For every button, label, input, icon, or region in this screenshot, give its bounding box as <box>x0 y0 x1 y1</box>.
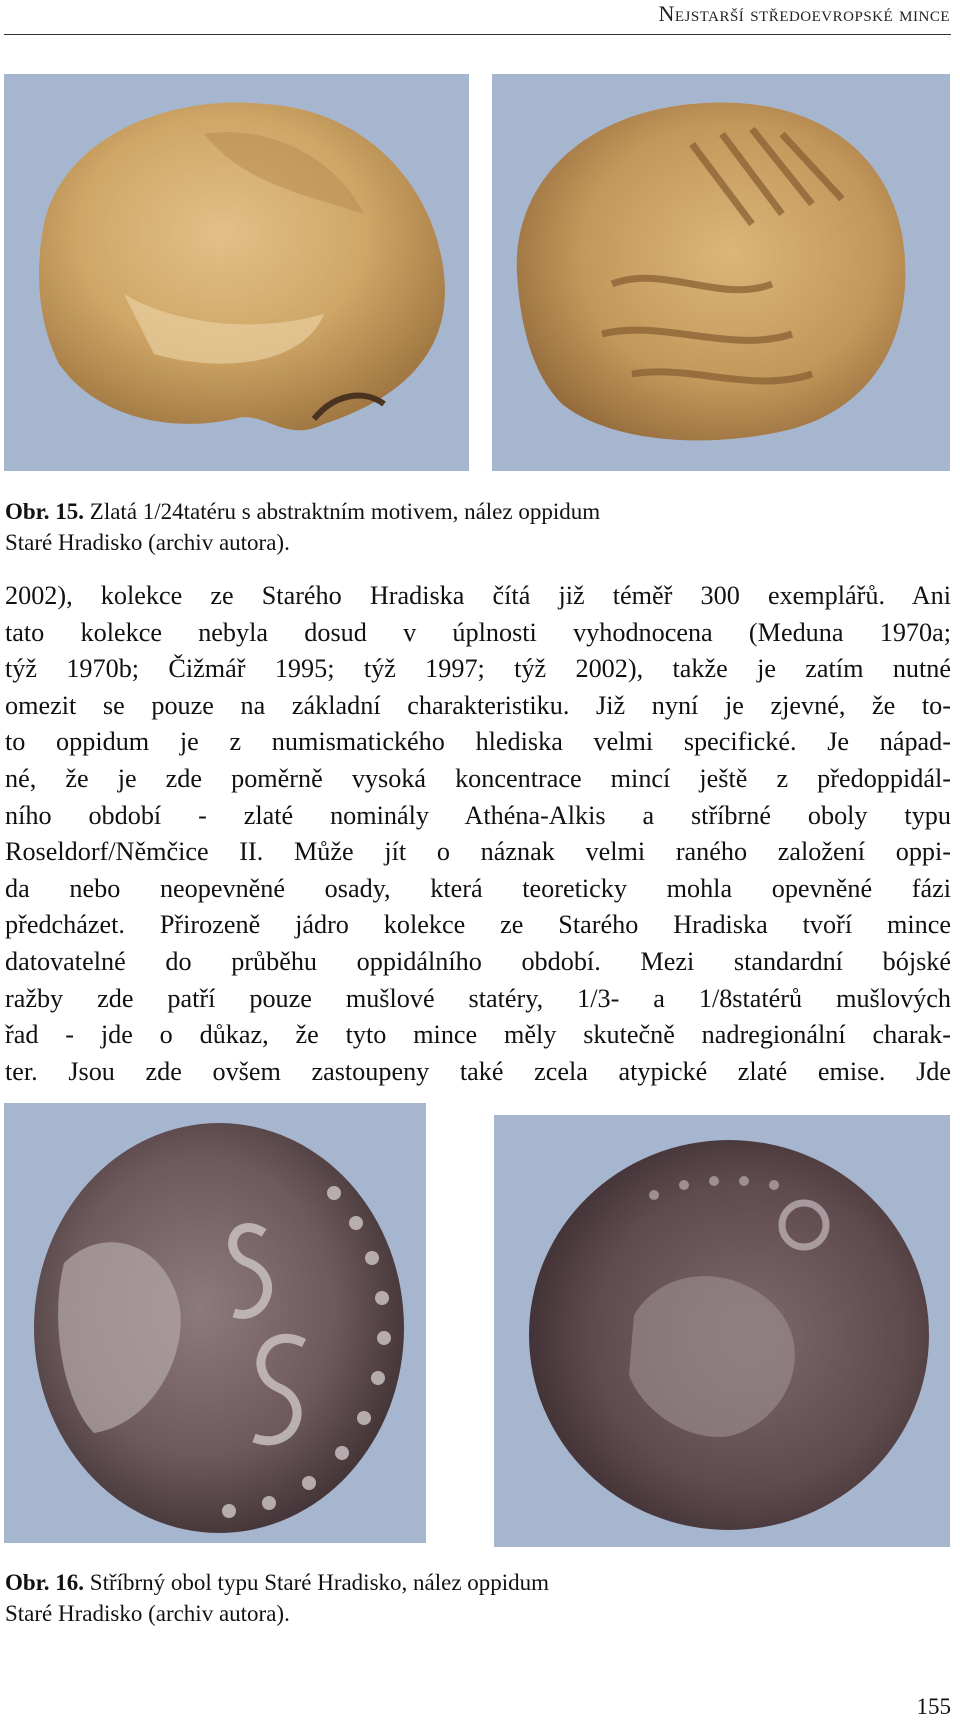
figure-16-caption-line-2: Staré Hradisko (archiv autora). <box>5 1601 290 1626</box>
figure-15-label: Obr. 15. <box>5 499 85 524</box>
figure-16-caption <box>5 1567 765 1629</box>
figure-15-caption <box>5 496 765 558</box>
running-header <box>0 0 950 36</box>
body-line: né, že je zde poměrně vysoká koncentrace mincí ještě z předoppidál- <box>5 763 951 793</box>
running-title: Nejstarší středoevropské mince <box>658 1 950 26</box>
figure-16-label: Obr. 16. <box>5 1570 85 1595</box>
body-line: týž 1970b; Čižmář 1995; týž 1997; týž 2002), takže je zatím nutné <box>5 654 951 684</box>
body-line: ního období - zlaté nominály Athéna-Alkis a stříbrné oboly typu <box>5 800 951 830</box>
body-line: tato kolekce nebyla dosud v úplnosti vyhodnocena (Meduna 1970a; <box>5 617 951 647</box>
figure-15-caption-line-1: Zlatá 1/24tatéru s abstraktním motivem, nález oppidum <box>89 499 601 524</box>
figure-15-caption-line-2: Staré Hradisko (archiv autora). <box>5 530 290 555</box>
figure-16-caption-line-1: Stříbrný obol typu Staré Hradisko, nález oppidum <box>89 1570 550 1595</box>
body-line: ražby zde patří pouze mušlové statéry, 1/3- a 1/8statérů mušlových <box>5 983 951 1013</box>
body-line: řad - jde o důkaz, že tyto mince měly skutečně nadregionální charak- <box>5 1020 951 1050</box>
body-paragraph <box>5 578 951 1090</box>
figure-16-reverse-photo <box>494 1115 950 1547</box>
body-line: datovatelné do průběhu oppidálního období. Mezi standardní bójské <box>5 946 951 976</box>
body-line: omezit se pouze na základní charakteristiku. Již nyní je zjevné, že to- <box>5 690 951 720</box>
figure-15-reverse-photo <box>492 74 950 471</box>
figure-16-obverse-photo <box>4 1103 426 1543</box>
body-line: předcházet. Přirozeně jádro kolekce ze Starého Hradiska tvoří mince <box>5 910 951 940</box>
page-number: 155 <box>916 1694 951 1719</box>
header-rule <box>4 34 951 35</box>
figure-15-obverse-photo <box>4 74 469 471</box>
body-line: Roseldorf/Němčice II. Může jít o náznak velmi raného založení oppi- <box>5 837 951 867</box>
body-line: to oppidum je z numismatického hlediska velmi specifické. Je nápad- <box>5 727 951 757</box>
body-line: ter. Jsou zde ovšem zastoupeny také zcela atypické zlaté emise. Jde <box>5 1056 951 1086</box>
body-line: da nebo neopevněné osady, která teoreticky mohla opevněné fázi <box>5 873 951 903</box>
body-line: 2002), kolekce ze Starého Hradiska čítá již téměř 300 exemplářů. Ani <box>5 581 951 610</box>
